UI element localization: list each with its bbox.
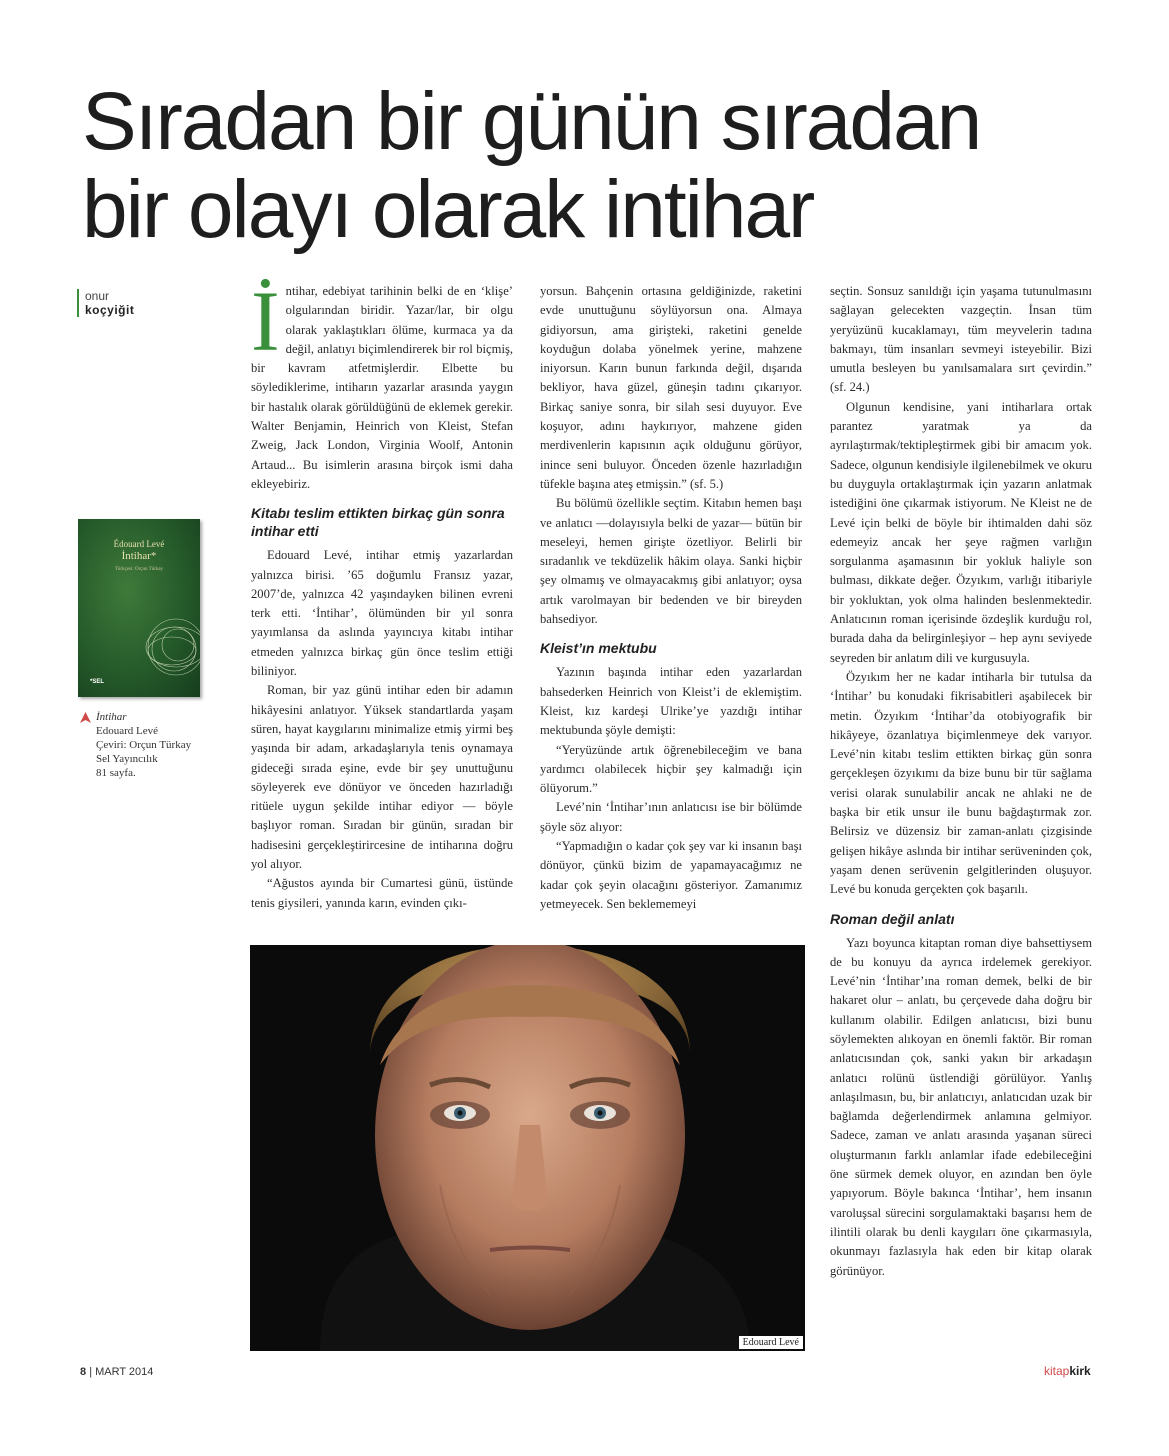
book-cover-image (78, 519, 200, 697)
paragraph: Olgunun kendisine, yani intiharlara ortak parantez yaratmak ya da ayrılaştırmak/tektipleştirmek gibi bir amacım yok. Sadece, olgunun kendisiyle ilgilenebilmek ve okuru bu duyguyla ortaklaştırmak için yazarın anlatmak istediğini öne çıkarmak istiyorum. Ne Kleist ne de Levé için belki de böyle bir ihtimalden dahi söz edemeyiz ancak her şeye rağmen varlığın sorgulanma aşamasının bir yokluk haliyle son bulması, dikkate değer. Özyıkım, varlığı itibariyle bir yokluktan, yok olma halinden beslenmektedir. Anlatıcının roman içerisinde özdeşlik kurduğu rol, burada daha da belirginleşiyor – hep aynı seviyede seyreden bir anlatım dili ve kurgusuyla. (830, 399, 1092, 665)
caption-publisher: Sel Yayıncılık (96, 753, 158, 765)
caption-pages: 81 sayfa. (96, 767, 136, 779)
paragraph: Özyıkım her ne kadar intiharla bir tutulsa da ‘İntihar’ bu konudaki fikrisabitleri aşabilecek bir metin. Özyıkım ‘İntihar’da otobiyografik bir hikâyeye, özanlatıya biçimlenmeye dek varıyor. Levé’nin kitabı teslim ettikten birkaç gün sonra gerçekleşen özyıkımı da bize bunu bir tür sağlama verisi olarak sunulabilir ancak ne ahlaki ne de başka bir etik unsur ile bunu bağdaştırmak zor. Belirsiz ve düzensiz bir zaman-anlatı çizgisinde gelişen hikâye aslında bir intihar serüveninden çok, yaşam denen serüvenin gelgitlerinden oluşuyor. Levé bu konuda gerçekten çok başarılı. (830, 669, 1092, 897)
author-byline (77, 289, 134, 317)
brand-logo (1044, 1364, 1091, 1378)
subheading: Kitabı teslim ettikten birkaç gün sonra intihar etti (251, 505, 505, 540)
arrow-up-icon (80, 712, 91, 723)
portrait-image (250, 945, 805, 1351)
headline-line-2: bir olayı olarak intihar (82, 164, 814, 255)
paragraph-text: ntihar, edebiyat tarihinin belki de en ‘klişe’ olgularından biridir. Yazar/lar, bir olgu olarak yaklaştıkları ölüme, kurmaca ya da değil, anlatıyı biçimlendirerek bir rol biçmiş, bir kavram atfetmişlerdir. Elbette bu söylediklerime, intiharın yazarlar arasında yaygın bir hastalık olarak görüldüğünü de eklemek gerekir. Walter Benjamin, Heinrich von Kleist, Stefan Zweig, Jack London, Virginia Woolf, Antonin Artaud... Bu isimlerin arasına birçok ismi daha ekleyebiriz. (251, 284, 513, 491)
photo-caption: Edouard Levé (739, 1336, 803, 1349)
drop-cap: İ (251, 273, 280, 369)
brand-logo-part-2: kirk (1069, 1364, 1091, 1378)
paragraph: Levé’nin ‘İntihar’ının anlatıcısı ise bir bölümde şöyle söz alıyor: (540, 800, 802, 834)
article-column-1 (251, 273, 513, 913)
paragraph: “Yapmadığın o kadar çok şey var ki insanın başı dönüyor, çünkü bizim de yapamayacağımız ne kadar çok şeyin olacağını gösteriyor. Zamanımız yetmeyecek. Sen beklememeyi (540, 839, 802, 911)
page-number: 8 (80, 1366, 87, 1378)
article-column-3 (830, 282, 1092, 1281)
book-cover-title: İntihar* (121, 550, 157, 562)
paragraph: “Ağustos ayında bir Cumartesi günü, üstünde tenis giysileri, yanında karın, evinden çıkı- (251, 876, 513, 910)
caption-title: İntihar (96, 711, 127, 723)
paragraph: “Yeryüzünde artık öğrenebileceğim ve bana yardımcı olabilecek hiçbir şey kalmadığı için ölüyorum.” (540, 742, 802, 796)
author-portrait-photo (250, 945, 805, 1351)
article-column-2 (540, 282, 802, 914)
headline-line-1: Sıradan bir günün sıradan (82, 76, 981, 167)
book-cover-translator: Türkçesi: Orçun Türkay (114, 567, 164, 572)
paragraph: Yazı boyunca kitaptan roman diye bahsettiysem de bu konuyu da ayrıca irdelemek gerekiyor. Levé’nin ‘İntihar’ına roman demek, belki de bir hakaret olur – anlatı, bu çerçevede daha doğru bir kullanım olabilir. Edilgen anlatıcısı, bizi bunu söylemekten alıkoyan en önemli faktör. Bir roman anlatıcısından çok, sanki yakın bir arkadaşın anlatıcı rolünü üstlendiği görülüyor. Yanlış anlaşılmasın, bu, bir anlatıcıyı, anlatıcıdan uzak bir bağlamda değerlendirmek anlamına gelmiyor. Sadece, zaman ve anlatı arasında yaşanan süreci oluşturmanın farklı anlamlar ifade edebileceğini öne sürmek demek oluyor, en azından ben öyle yapıyorum. Böyle bakınca ‘İntihar’, hem insanın varoluşsal sürecini sorgulamaktaki başarısı hem de ilintili olarak bu denli kaygıları öne çıkarmasıyla, okunmayı fazlasıyla hak eden bir kitap olarak görünüyor. (830, 935, 1092, 1278)
author-first-name: onur (85, 289, 110, 303)
paragraph: Bu bölümü özellikle seçtim. Kitabın hemen başı ve anlatıcı —dolayısıyla belki de yazar— bütün bir meseleyi, hemen girişte özetliyor. Belirli bir sıradanlık ve tekdüzelik hâkim olaya. Sanki hiçbir şey olmamış ve olmayacakmış gibi anlatıyor; oysa artık varolmayan bir bedenden ve bir bireyden bahsediyor. (540, 496, 802, 627)
issue-date: | MART 2014 (89, 1366, 154, 1378)
page-footer (80, 1366, 153, 1378)
book-cover-publisher: *SEL (90, 679, 105, 685)
swirl-decoration-icon (136, 607, 200, 677)
paragraph: yorsun. Bahçenin ortasına geldiğinizde, raketini evde unuttuğunu söylüyorsun ona. Almaya gidiyorsun, ama girişteki, raketini genelde koyduğun dolaba yönelmek yerine, mahzene iniyorsun. Karın bunun farkında değil, dışarıda bekliyor, hava güzel, güneşin tadını çıkarıyor. Birkaç saniye sonra, bir silah sesi duyuyor. Eve koşuyor, adını haykırıyor, mahzene giden merdivenlerin kapısının açık olduğunu görüyor, inince seni buluyor. Önceden özenle hazırladığın tüfekle başına ateş etmişsin.” (sf. 5.) (540, 284, 802, 491)
author-last-name: koçyiğit (85, 303, 135, 317)
subheading: Kleist’ın mektubu (540, 640, 657, 657)
subheading: Roman değil anlatı (830, 910, 955, 927)
brand-logo-part-1: kitap (1044, 1364, 1070, 1378)
paragraph (251, 273, 513, 494)
caption-author: Edouard Levé (96, 725, 158, 737)
paragraph: Roman, bir yaz günü intihar eden bir adamın hikâyesini anlatıyor. Yüksek standartlarda yaşam süren, hayat kaygılarını minimalize etmiş yirmi beş yaşında bir adam, arkadaşlarıyla tenis oynamaya gideceği sırada eşine, evde bir şey unuttuğunu söyleyerek eve dönüyor ve önceden hazırladığı ritüele uygun şekilde intihar ediyor — böyle başlıyor roman. Sıradan bir günün, sıradan bir hadisesini gerçekleştirircesine de intiharına doğru yol alıyor. (251, 683, 513, 872)
paragraph: seçtin. Sonsuz sanıldığı için yaşama tutunulmasını sağlayan gelecekten vazgeçtin. İnsan tüm yeryüzünü kucaklamayı, tüm meyvelerin tadına bakmayı, tüm insanları sevmeyi isteyebilir. Bizi umutla besleyen bu yanılsamalara sırt çevirdin.” (sf. 24.) (830, 284, 1092, 395)
caption-translator: Çeviri: Orçun Türkay (96, 739, 192, 751)
headline (82, 78, 1142, 254)
paragraph: Edouard Levé, intihar etmiş yazarlardan yalnızca birisi. ’65 doğumlu Fransız yazar, 2007’de, yalnızca 42 yaşındayken bilinen evreni terk etti. ‘İntihar’, ölümünden bir yıl sonra yayımlansa da aslında yayıncıya kitabı intihar etmeden yalnızca birkaç gün önce teslim ettiği biliniyor. (251, 548, 513, 679)
book-caption (80, 710, 230, 780)
book-cover-author: Édouard Levé (113, 539, 165, 549)
paragraph: Yazının başında intihar eden yazarlardan bahsederken Heinrich von Kleist’i de eklemiştim. Kleist, kız kardeşi Ulrike’ye yazdığı intihar mektubunda şöyle demişti: (540, 665, 802, 738)
